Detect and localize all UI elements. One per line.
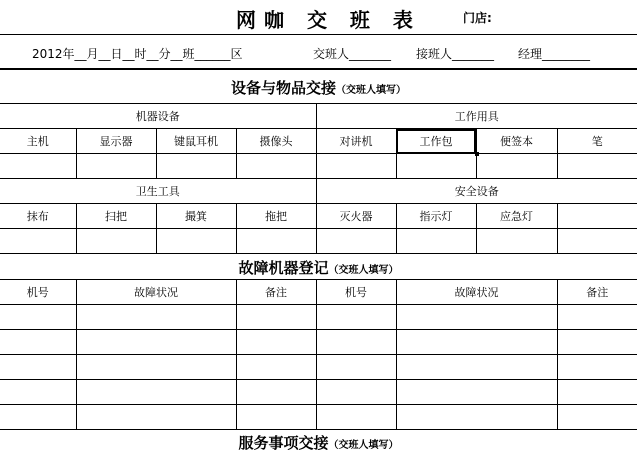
safety-group-header: 安全设备 bbox=[316, 179, 637, 204]
input-cell[interactable] bbox=[557, 154, 637, 179]
table-row bbox=[0, 305, 637, 330]
column-header: 备注 bbox=[236, 280, 316, 305]
table-row bbox=[0, 330, 637, 355]
table-cell: 抹布 bbox=[0, 204, 76, 229]
equipment-table bbox=[0, 103, 637, 254]
input-cell[interactable] bbox=[0, 330, 76, 355]
input-cell[interactable] bbox=[396, 305, 557, 330]
input-cell[interactable] bbox=[236, 154, 316, 179]
table-cell: 指示灯 bbox=[396, 204, 476, 229]
table-cell: 主机 bbox=[0, 129, 76, 154]
receiver-field[interactable]: 接班人_______ bbox=[416, 47, 495, 61]
input-cell[interactable] bbox=[396, 380, 557, 405]
column-header: 故障状况 bbox=[76, 280, 236, 305]
table-cell: 撮箕 bbox=[156, 204, 236, 229]
tools-group-header: 工作用具 bbox=[316, 104, 637, 129]
machine-group-header: 机器设备 bbox=[0, 104, 316, 129]
selected-cell[interactable]: 工作包 bbox=[396, 129, 476, 154]
input-cell[interactable] bbox=[316, 154, 396, 179]
section-title-text: 故障机器登记 bbox=[238, 259, 329, 277]
info-row bbox=[0, 38, 637, 68]
input-cell[interactable] bbox=[0, 154, 76, 179]
fill-handle[interactable] bbox=[475, 152, 479, 156]
input-cell[interactable] bbox=[236, 355, 316, 380]
table-cell: 拖把 bbox=[236, 204, 316, 229]
input-cell[interactable] bbox=[0, 229, 76, 254]
input-cell[interactable] bbox=[236, 405, 316, 430]
input-cell[interactable] bbox=[76, 355, 236, 380]
input-cell[interactable] bbox=[476, 154, 557, 179]
column-header: 机号 bbox=[316, 280, 396, 305]
input-cell[interactable] bbox=[476, 229, 557, 254]
input-cell[interactable] bbox=[156, 154, 236, 179]
input-cell[interactable] bbox=[557, 305, 637, 330]
section-title-text: 服务事项交接 bbox=[238, 434, 329, 452]
input-cell[interactable] bbox=[316, 355, 396, 380]
input-cell[interactable] bbox=[76, 380, 236, 405]
store-label: 门店: bbox=[463, 11, 492, 25]
section-note: （交班人填写） bbox=[336, 85, 406, 96]
column-header: 备注 bbox=[557, 280, 637, 305]
table-cell: 笔 bbox=[557, 129, 637, 154]
table-row bbox=[0, 380, 637, 405]
input-cell[interactable] bbox=[76, 305, 236, 330]
table-cell: 键鼠耳机 bbox=[156, 129, 236, 154]
input-cell[interactable] bbox=[557, 405, 637, 430]
divider bbox=[0, 34, 637, 35]
table-row bbox=[0, 355, 637, 380]
table-row bbox=[0, 405, 637, 430]
input-cell[interactable] bbox=[236, 330, 316, 355]
input-cell[interactable] bbox=[0, 380, 76, 405]
input-cell[interactable] bbox=[236, 305, 316, 330]
column-header: 机号 bbox=[0, 280, 76, 305]
input-cell[interactable] bbox=[236, 229, 316, 254]
title-row bbox=[0, 0, 637, 34]
equipment-section-title bbox=[0, 77, 637, 98]
fault-table bbox=[0, 279, 637, 430]
section-title-text: 设备与物品交接 bbox=[230, 79, 336, 97]
table-cell: 对讲机 bbox=[316, 129, 396, 154]
date-field[interactable]: 2012年__月__日__时__分__班______区 bbox=[32, 47, 243, 61]
input-cell[interactable] bbox=[0, 305, 76, 330]
input-cell[interactable] bbox=[316, 330, 396, 355]
input-cell[interactable] bbox=[76, 330, 236, 355]
input-cell[interactable] bbox=[76, 229, 156, 254]
fault-section-title bbox=[0, 257, 637, 278]
input-cell[interactable] bbox=[156, 229, 236, 254]
input-cell[interactable] bbox=[316, 305, 396, 330]
table-cell bbox=[557, 204, 637, 229]
manager-field[interactable]: 经理________ bbox=[518, 47, 591, 61]
input-cell[interactable] bbox=[396, 330, 557, 355]
input-cell[interactable] bbox=[557, 380, 637, 405]
column-header: 故障状况 bbox=[396, 280, 557, 305]
input-cell[interactable] bbox=[557, 330, 637, 355]
table-cell: 扫把 bbox=[76, 204, 156, 229]
table-cell: 摄像头 bbox=[236, 129, 316, 154]
table-cell: 显示器 bbox=[76, 129, 156, 154]
table-cell: 应急灯 bbox=[476, 204, 557, 229]
input-cell[interactable] bbox=[396, 405, 557, 430]
input-cell[interactable] bbox=[316, 229, 396, 254]
input-cell[interactable] bbox=[76, 154, 156, 179]
divider bbox=[0, 68, 637, 70]
input-cell[interactable] bbox=[316, 405, 396, 430]
table-cell: 便签本 bbox=[476, 129, 557, 154]
input-cell[interactable] bbox=[396, 229, 476, 254]
input-cell[interactable] bbox=[557, 355, 637, 380]
input-cell[interactable] bbox=[396, 154, 476, 179]
input-cell[interactable] bbox=[316, 380, 396, 405]
input-cell[interactable] bbox=[0, 405, 76, 430]
section-note: （交班人填写） bbox=[328, 440, 399, 451]
input-cell[interactable] bbox=[76, 405, 236, 430]
table-cell: 灭火器 bbox=[316, 204, 396, 229]
input-cell[interactable] bbox=[557, 229, 637, 254]
page-title: 网咖 交 班 表 bbox=[236, 8, 421, 32]
section-note: （交班人填写） bbox=[328, 265, 399, 276]
hygiene-group-header: 卫生工具 bbox=[0, 179, 316, 204]
handover-field[interactable]: 交班人_______ bbox=[313, 47, 392, 61]
input-cell[interactable] bbox=[396, 355, 557, 380]
input-cell[interactable] bbox=[0, 355, 76, 380]
input-cell[interactable] bbox=[236, 380, 316, 405]
